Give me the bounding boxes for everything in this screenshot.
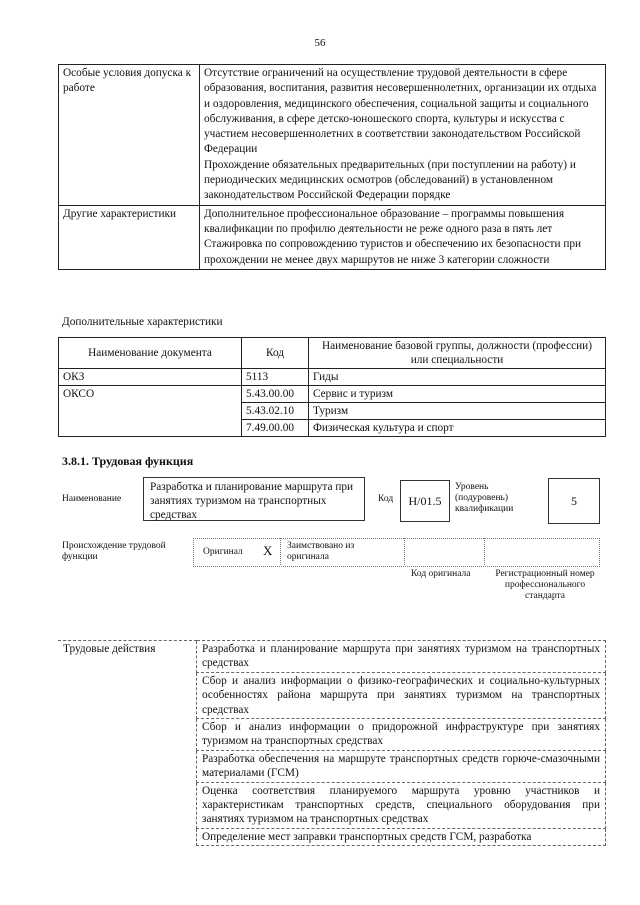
page-number: 56 (314, 37, 326, 49)
code-original-label: Код оригинала (411, 569, 471, 579)
table-cell: 5.43.02.10 (242, 403, 309, 420)
labor-action: Разработка обеспечения на маршруте транспортных средств горюче-смазочными материалами (ГСМ) (197, 750, 606, 782)
paragraph: Дополнительное профессиональное образование – программы повышения квалификации по профилю деятельности не реже одного раза в пять лет (204, 207, 565, 235)
table-cell: 5113 (242, 369, 309, 386)
conditions-table (58, 64, 606, 270)
origin-label: Происхождение трудовой функции (62, 541, 166, 562)
origin-original-mark: X (263, 543, 273, 558)
table-cell: Туризм (309, 403, 606, 420)
function-name-label: Наименование (62, 494, 122, 504)
other-characteristics-label: Другие характеристики (59, 205, 200, 269)
section-title: 3.8.1. Трудовая функция (62, 454, 194, 468)
column-header: Наименование базовой группы, должности (профессии) или специальности (309, 338, 606, 369)
additional-characteristics-table (58, 337, 606, 437)
table-header-row (59, 338, 606, 369)
registration-number-label: Регистрационный номер профессионального стандарта (495, 569, 595, 601)
table-cell: ОКЗ (59, 369, 242, 386)
qualification-level-box: 5 (548, 478, 600, 524)
labor-action: Сбор и анализ информации о придорожной инфраструктуре при занятиях туризмом на транспортных средствах (197, 719, 606, 751)
table-cell: Физическая культура и спорт (309, 420, 606, 437)
function-name-box: Разработка и планирование маршрута при занятиях туризмом на транспортных средствах (143, 477, 365, 521)
labor-action: Сбор и анализ информации о физико-географических и социально-культурных особенностях района маршрута при занятиях туризмом на транспортных средствах (197, 672, 606, 718)
table-cell: Гиды (309, 369, 606, 386)
table-row (59, 386, 606, 403)
function-code-box: Н/01.5 (400, 480, 450, 522)
table-cell: ОКСО (59, 386, 242, 437)
origin-divider (280, 538, 281, 565)
origin-divider (484, 538, 485, 565)
paragraph: Стажировка по сопровождению туристов и обеспечению их безопасности при прохождении не менее двух маршрутов не ниже 3 категории сложности (204, 238, 582, 266)
special-conditions-label: Особые условия допуска к работе (59, 65, 200, 206)
table-cell: 7.49.00.00 (242, 420, 309, 437)
other-characteristics-value (200, 205, 606, 269)
labor-actions-label: Трудовые действия (58, 641, 197, 846)
table-row (59, 369, 606, 386)
labor-action: Определение мест заправки транспортных средств ГСМ, разработка (197, 828, 606, 845)
special-conditions-value (200, 65, 606, 206)
origin-borrowed-label: Заимствовано из оригинала (287, 541, 355, 562)
column-header: Наименование документа (59, 338, 242, 369)
origin-original-label: Оригинал (203, 547, 243, 557)
labor-action: Оценка соответствия планируемого маршрута уровню участников и характеристикам транспортных средств, специального оборудования при занятиях туризмом на транспортных средствах (197, 782, 606, 828)
table-cell: Сервис и туризм (309, 386, 606, 403)
table-cell: 5.43.00.00 (242, 386, 309, 403)
additional-characteristics-caption: Дополнительные характеристики (62, 316, 223, 328)
function-code-label: Код (378, 494, 394, 504)
table-row (59, 205, 606, 269)
qualification-level-label: Уровень (подуровень) квалификации (455, 482, 514, 514)
table-row (58, 641, 606, 673)
origin-divider (404, 538, 405, 565)
paragraph: Прохождение обязательных предварительных (при поступлении на работу) и периодических медицинских осмотров (обследований) в установленном законодательством Российской Федерации порядке (204, 158, 576, 202)
paragraph: Отсутствие ограничений на осуществление трудовой деятельности в сфере образования, воспитания, развития несовершеннолетних, организации их отдыха и оздоровления, медицинского обеспечения, социальной защиты и социального обслуживания, в сфере детско-юношеского спорта, культуры и искусства с участием несовершеннолетних в соответствии законодательством Российской Федерации (204, 67, 597, 156)
labor-actions-table (58, 640, 606, 846)
labor-action: Разработка и планирование маршрута при занятиях туризмом на транспортных средствах (197, 641, 606, 673)
table-row (59, 65, 606, 206)
column-header: Код (242, 338, 309, 369)
